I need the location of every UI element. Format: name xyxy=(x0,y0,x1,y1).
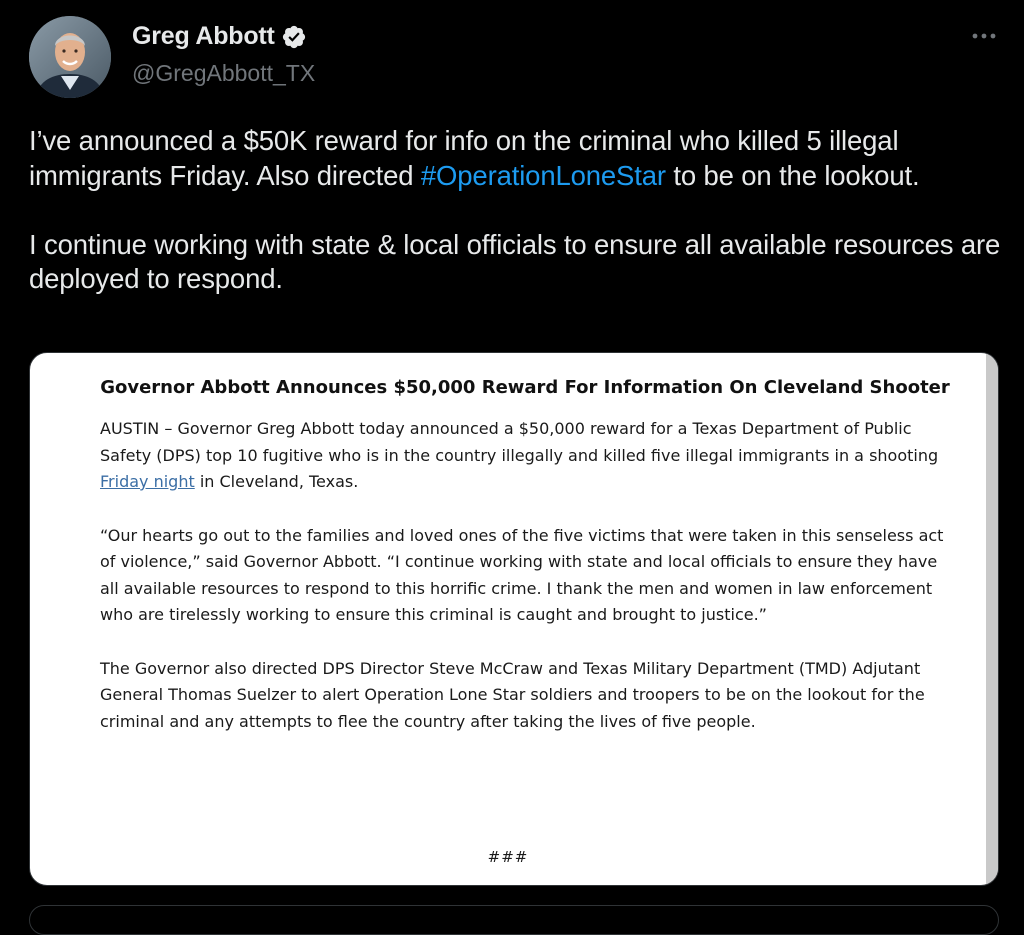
author-name-row xyxy=(132,22,307,51)
tweet-paragraph-1 xyxy=(29,124,1009,193)
press-release-end-mark: ### xyxy=(487,848,529,866)
press-release-paragraph-3: The Governor also directed DPS Director Steve McCraw and Texas Military Department (TMD) Adjutant General Thomas Suelzer to alert Operation Lone Star soldiers and troopers to be on the lookout for the criminal and any attempts to flee the country after taking the lives of five people. xyxy=(100,658,925,731)
press-release-title: Governor Abbott Announces $50,000 Reward For Information On Cleveland Shooter xyxy=(100,377,950,398)
author-handle[interactable]: @GregAbbott_TX xyxy=(132,60,316,86)
press-release-paragraph-2: “Our hearts go out to the families and loved ones of the five victims that were taken in this senseless act of violence,” said Governor Abbott. “I continue working with state and local officials to ensure they have all available resources to respond to this horrific crime. I thank the men and women in law enforcement who are tirelessly working to ensure this criminal is caught and brought to justice.” xyxy=(100,525,944,624)
hashtag-link[interactable]: #OperationLoneStar xyxy=(420,159,666,191)
tweet-text xyxy=(29,124,1009,297)
tweet-text-segment: I’ve announced a $50K reward for info on the criminal who killed 5 illegal immigrants Friday. Also directed xyxy=(29,125,899,191)
avatar-photo xyxy=(29,16,111,98)
image-scrollbar xyxy=(986,353,998,885)
press-release-document xyxy=(100,377,950,762)
verified-badge-icon xyxy=(281,24,307,50)
tweet-media-image[interactable] xyxy=(29,352,999,886)
author-avatar[interactable] xyxy=(29,16,111,98)
more-horizontal-icon[interactable] xyxy=(970,28,998,44)
press-release-text-segment: in Cleveland, Texas. xyxy=(194,472,359,491)
author-name[interactable]: Greg Abbott xyxy=(132,22,275,50)
tweet-paragraph-2: I continue working with state & local officials to ensure all available resources are deployed to respond. xyxy=(29,228,1001,294)
press-release-paragraph-1 xyxy=(100,416,950,496)
next-card-edge xyxy=(29,905,999,935)
press-release-text-segment: AUSTIN – Governor Greg Abbott today announced a $50,000 reward for a Texas Department of Public Safety (DPS) top 10 fugitive who is in the country illegally and killed five illegal immigrants in a shooting xyxy=(100,419,939,465)
tweet-text-segment: to be on the lookout. xyxy=(665,159,920,191)
friday-night-link: Friday night xyxy=(100,472,195,491)
